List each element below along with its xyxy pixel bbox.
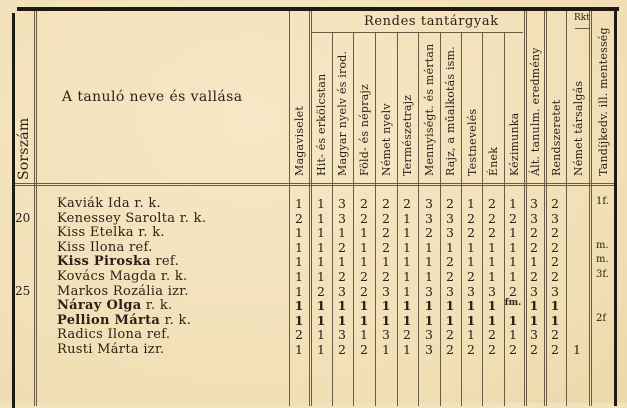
- row-number: 20: [15, 210, 31, 225]
- table-row: [0, 313, 627, 327]
- grade-cell-rend: 3: [551, 210, 559, 226]
- grade-cell-enek: 2: [488, 225, 496, 241]
- grade-cell-magaviselet: 1: [295, 283, 303, 299]
- grade-cell-fold: 1: [359, 298, 369, 314]
- grade-cell-termeszet: 1: [402, 312, 412, 328]
- grade-cell-testneveles: 2: [467, 342, 475, 357]
- header-termeszetrajz: Természetrajz: [401, 94, 414, 176]
- grade-cell-fold: 2: [360, 342, 368, 357]
- grade-cell-hit: 1: [317, 239, 325, 255]
- table-row: [0, 298, 627, 312]
- grade-cell-alt: 3: [530, 210, 538, 226]
- grade-cell-alt: 1: [529, 298, 539, 314]
- grade-cell-enek: 1: [488, 254, 496, 270]
- student-religion: r. k.: [134, 196, 161, 211]
- grade-cell-testneveles: 1: [466, 312, 476, 328]
- grade-cell-magyar: 2: [338, 239, 346, 255]
- header-magyar: Magyar nyelv és irod.: [336, 50, 349, 176]
- grade-cell-rajz: 2: [446, 254, 454, 270]
- grade-cell-rend: 1: [550, 312, 560, 328]
- grade-cell-magyar: 2: [338, 269, 346, 284]
- grade-cell-magaviselet: 2: [295, 327, 303, 343]
- grade-cell-hit: 1: [317, 196, 325, 211]
- grade-cell-testneveles: 2: [467, 210, 475, 226]
- grade-cell-magaviselet: 1: [294, 298, 304, 314]
- grade-cell-testneveles: 1: [467, 196, 475, 211]
- grade-cell-rend: 2: [551, 254, 559, 270]
- grade-cell-mennyiseg: 3: [425, 283, 433, 299]
- grade-cell-rajz: 1: [446, 239, 454, 255]
- grade-cell-rajz: 3: [446, 225, 454, 241]
- student-name-text: Náray Olga: [57, 298, 142, 314]
- grade-cell-nemet: 2: [382, 196, 390, 211]
- grade-cell-termeszet: 1: [403, 269, 411, 284]
- grade-cell-magyar: 3: [338, 196, 346, 211]
- table-row: [0, 284, 627, 298]
- grade-cell-magaviselet: 2: [295, 210, 303, 226]
- grade-cell-rajz: 1: [445, 298, 455, 314]
- grade-cell-rend: 2: [551, 269, 559, 284]
- student-religion: ref.: [155, 254, 180, 270]
- grade-cell-termeszet: 2: [403, 327, 411, 343]
- student-name-text: Kenessey Sarolta: [57, 210, 176, 226]
- header-rendszeretet: Rendszeretet: [550, 99, 563, 176]
- student-name-text: Rusti Márta: [57, 342, 139, 357]
- student-religion: r. k.: [164, 312, 192, 328]
- grade-cell-testneveles: 2: [467, 225, 475, 241]
- grade-cell-rend: 1: [550, 298, 560, 314]
- grade-cell-nemet: 2: [382, 210, 390, 226]
- grade-cell-magyar: 1: [338, 225, 346, 241]
- grade-cell-hit: 1: [316, 298, 326, 314]
- grade-cell-termeszet: 1: [403, 225, 411, 241]
- student-name: [57, 254, 179, 269]
- grade-cell-hit: 1: [316, 312, 326, 328]
- student-name: [57, 342, 164, 357]
- grade-cell-termeszet: 1: [402, 298, 412, 314]
- table-row: [0, 240, 627, 254]
- student-name: [57, 298, 172, 313]
- grade-cell-kezimunka: 2: [509, 210, 517, 226]
- header-kezimunka: Kézimunka: [508, 112, 521, 176]
- grade-cell-rajz: 1: [445, 312, 455, 328]
- header-rajz: Rajz, a műalkotás ism.: [444, 46, 457, 176]
- grade-cell-termeszet: 1: [403, 283, 411, 299]
- grade-cell-alt: 2: [530, 225, 538, 241]
- grade-cell-kezimunka: 1: [509, 254, 517, 270]
- grade-cell-enek: 1: [487, 312, 497, 328]
- grade-cell-mennyiseg: 1: [425, 254, 433, 270]
- grade-cell-enek: 2: [488, 196, 496, 211]
- grade-cell-magyar: 3: [338, 327, 346, 343]
- grade-cell-rajz: 2: [446, 196, 454, 211]
- header-sorszam: Sorszám: [16, 117, 32, 180]
- grade-cell-termeszet: 1: [403, 254, 411, 270]
- grade-cell-kezimunka: fm.: [504, 298, 522, 309]
- grade-cell-kezimunka: 2: [509, 342, 517, 357]
- grade-cell-kezimunka: 1: [509, 269, 517, 284]
- grade-cell-magyar: 3: [338, 210, 346, 226]
- student-name-text: Kovács Magda: [57, 269, 157, 284]
- header-testneveles: Testnevelés: [466, 108, 479, 176]
- header-rendes-tantargyak: Rendes tantárgyak: [364, 14, 499, 29]
- grade-cell-mennyiseg: 1: [424, 298, 434, 314]
- student-religion: r. k.: [179, 210, 207, 226]
- table-row: [0, 254, 627, 268]
- header-tandij: Tandíjkedv. ill. mentesség: [597, 27, 610, 176]
- grade-cell-magaviselet: 1: [295, 269, 303, 284]
- header-nemet-tarsalgas: Német társalgás: [572, 80, 585, 176]
- grade-cell-rajz: 2: [446, 342, 454, 357]
- grade-cell-mennyiseg: 2: [425, 225, 433, 241]
- tuition-note: m.: [596, 239, 609, 251]
- student-name-text: Pellion Márta: [57, 312, 161, 328]
- student-name: [57, 240, 153, 255]
- grade-cell-fold: 2: [360, 283, 368, 299]
- header-bottom-divider: [15, 183, 614, 184]
- grade-cell-magaviselet: 1: [295, 196, 303, 211]
- grade-cell-fold: 1: [359, 312, 369, 328]
- table-row: [0, 269, 627, 283]
- grade-cell-alt: 3: [530, 196, 538, 211]
- tuition-note: 1f.: [596, 196, 609, 207]
- header-mennyisegtan: Mennyiségt. és mértan: [423, 43, 436, 176]
- student-name-text: Kiss Piroska: [57, 254, 151, 270]
- grade-cell-rend: 2: [551, 196, 559, 211]
- grade-cell-hit: 1: [317, 269, 325, 284]
- grade-cell-magaviselet: 1: [294, 312, 304, 328]
- student-religion: r. k.: [138, 225, 165, 241]
- header-enek: Ének: [487, 146, 500, 176]
- grade-cell-hit: 2: [317, 283, 325, 299]
- grade-cell-nemet: 1: [381, 298, 391, 314]
- grade-cell-hit: 1: [317, 327, 325, 343]
- student-name-text: Radics Ilona: [57, 327, 143, 343]
- grade-cell-kezimunka: 1: [509, 225, 517, 241]
- grade-cell-nemet: 2: [382, 269, 390, 284]
- student-religion: r. k.: [145, 298, 173, 314]
- student-name-text: Kaviák Ida: [57, 196, 130, 211]
- grade-cell-termeszet: 1: [403, 210, 411, 226]
- grade-cell-alt: 2: [530, 239, 538, 255]
- grade-cell-fold: 2: [360, 196, 368, 211]
- table-row: [0, 211, 627, 225]
- grade-cell-alt: 2: [530, 269, 538, 284]
- grade-cell-enek: 3: [488, 283, 496, 299]
- table-row: [0, 196, 627, 210]
- grade-cell-magaviselet: 1: [295, 342, 303, 357]
- grade-cell-termeszet: 1: [403, 342, 411, 357]
- grade-cell-fold: 1: [360, 254, 368, 270]
- grade-cell-mennyiseg: 3: [425, 210, 433, 226]
- grade-cell-kezimunka: 1: [509, 327, 517, 343]
- grade-cell-mennyiseg: 1: [425, 269, 433, 284]
- grade-cell-magaviselet: 1: [295, 225, 303, 241]
- grade-cell-mennyiseg: 3: [425, 342, 433, 357]
- grade-cell-mennyiseg: 1: [425, 239, 433, 255]
- grade-cell-fold: 1: [360, 327, 368, 343]
- grade-cell-enek: 1: [488, 269, 496, 284]
- table-top-border: [17, 7, 619, 11]
- grade-cell-magaviselet: 1: [295, 239, 303, 255]
- grade-cell-hit: 1: [317, 254, 325, 270]
- table-row: [0, 327, 627, 341]
- grade-cell-kezimunka: 1: [509, 196, 517, 211]
- grade-cell-alt: 3: [530, 327, 538, 343]
- row-number: 25: [15, 283, 31, 298]
- grade-cell-testneveles: 2: [467, 269, 475, 284]
- grade-cell-kezimunka: 1: [509, 239, 517, 255]
- table-row: [0, 225, 627, 239]
- grade-cell-nemet: 1: [381, 312, 391, 328]
- grade-cell-hit: 1: [317, 342, 325, 357]
- header-fold-neprajz: Föld- és néprajz: [358, 84, 371, 176]
- group-header-divider: [312, 32, 523, 33]
- student-name-text: Markos Rozália: [57, 283, 164, 299]
- student-name-text: Kiss Ilona: [57, 239, 125, 255]
- student-name: [57, 269, 187, 284]
- grade-cell-magyar: 1: [337, 298, 347, 314]
- grade-cell-fold: 1: [360, 225, 368, 241]
- grade-cell-termeszet: 2: [403, 196, 411, 211]
- student-name: [57, 196, 161, 211]
- grade-cell-fold: 2: [360, 210, 368, 226]
- tuition-note: 2f: [596, 312, 607, 324]
- grade-cell-testneveles: 1: [467, 239, 475, 255]
- grade-cell-rend: 2: [551, 342, 559, 357]
- grade-cell-enek: 1: [488, 239, 496, 255]
- student-name-text: Kiss Etelka: [57, 225, 134, 241]
- grade-cell-magyar: 2: [338, 342, 346, 357]
- student-name: [57, 327, 170, 342]
- grade-cell-hit: 1: [317, 225, 325, 241]
- grade-cell-nemet: 3: [382, 327, 390, 343]
- grade-cell-nemet: 1: [382, 342, 390, 357]
- table-row: [0, 342, 627, 356]
- grade-cell-termeszet: 1: [403, 239, 411, 255]
- grade-cell-fold: 2: [360, 269, 368, 284]
- grade-cell-rend: 3: [551, 283, 559, 299]
- header-rkt: Rkt: [574, 13, 590, 23]
- grade-cell-enek: 2: [488, 210, 496, 226]
- grade-cell-rend: 2: [551, 225, 559, 241]
- grade-cell-nemet: 2: [382, 239, 390, 255]
- grade-cell-alt: 2: [530, 342, 538, 357]
- grade-cell-hit: 1: [317, 210, 325, 226]
- grade-cell-magyar: 1: [337, 312, 347, 328]
- student-name: [57, 225, 165, 240]
- grade-cell-testneveles: 3: [467, 283, 475, 299]
- grade-cell-enek: 1: [487, 298, 497, 314]
- header-alt-eredmeny: Ált. tanulm. eredmény: [529, 47, 542, 176]
- grade-cell-mennyiseg: 1: [424, 312, 434, 328]
- student-religion: ref.: [129, 239, 153, 255]
- grade-cell-alt: 3: [530, 283, 538, 299]
- grade-cell-rend: 2: [551, 239, 559, 255]
- grade-cell-nemet_tars: 1: [573, 342, 581, 357]
- grade-cell-kezimunka: 1: [508, 312, 518, 328]
- header-nemet-nyelv: Német nyelv: [380, 103, 393, 176]
- tuition-note: m.: [596, 254, 609, 266]
- grade-cell-magyar: 3: [338, 283, 346, 299]
- grade-cell-mennyiseg: 3: [425, 196, 433, 211]
- grade-cell-rajz: 3: [446, 210, 454, 226]
- grade-cell-rajz: 3: [446, 283, 454, 299]
- grade-cell-rajz: 2: [446, 269, 454, 284]
- header-hit-erkolcstan: Hit- és erkölcstan: [315, 73, 328, 176]
- grade-cell-rend: 2: [551, 327, 559, 343]
- grade-cell-testneveles: 1: [467, 254, 475, 270]
- student-name: [57, 313, 191, 328]
- grade-cell-fold: 1: [360, 239, 368, 255]
- student-religion: ref.: [146, 327, 171, 343]
- student-name: [57, 211, 206, 226]
- header-student-name: A tanuló neve és vallása: [62, 89, 243, 105]
- grade-cell-enek: 2: [488, 342, 496, 357]
- header-magaviselet: Magaviselet: [293, 106, 306, 176]
- grade-cell-testneveles: 1: [467, 327, 475, 343]
- grade-cell-magaviselet: 1: [295, 254, 303, 270]
- grade-cell-enek: 2: [488, 327, 496, 343]
- grade-cell-kezimunka: 2: [509, 283, 517, 299]
- student-religion: r. k.: [160, 269, 188, 284]
- grade-cell-nemet: 1: [382, 254, 390, 270]
- grade-cell-nemet: 3: [382, 283, 390, 299]
- grade-cell-alt: 1: [529, 312, 539, 328]
- grade-cell-alt: 1: [530, 254, 538, 270]
- grade-cell-magyar: 1: [338, 254, 346, 270]
- grade-cell-testneveles: 1: [466, 298, 476, 314]
- student-name: [57, 284, 189, 299]
- grade-cell-mennyiseg: 3: [425, 327, 433, 343]
- student-religion: izr.: [167, 283, 189, 299]
- student-religion: izr.: [143, 342, 165, 357]
- grade-cell-rajz: 2: [446, 327, 454, 343]
- grade-cell-nemet: 2: [382, 225, 390, 241]
- tuition-note: 3f.: [596, 269, 609, 280]
- rkt-underline: [575, 28, 589, 29]
